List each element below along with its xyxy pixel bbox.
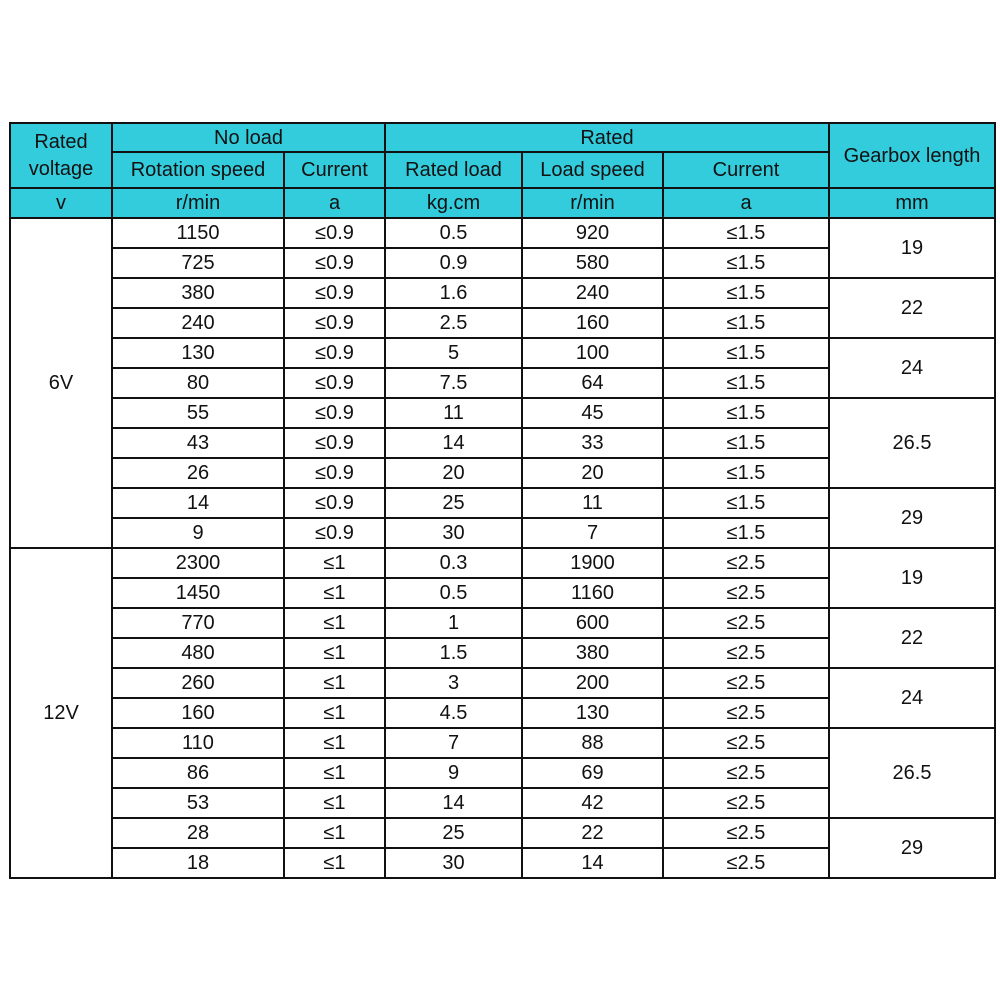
table-row <box>10 818 995 848</box>
load-speed-cell: 380 <box>522 638 663 668</box>
rotation-speed-cell: 725 <box>112 248 284 278</box>
gearbox-length-cell: 22 <box>829 608 995 668</box>
no-load-current-cell: ≤1 <box>284 728 385 758</box>
load-speed-cell: 69 <box>522 758 663 788</box>
load-speed-cell: 1900 <box>522 548 663 578</box>
rated-current-cell: ≤1.5 <box>663 428 829 458</box>
rated-load-cell: 4.5 <box>385 698 522 728</box>
header-rotation-speed: Rotation speed <box>112 152 284 188</box>
no-load-current-cell: ≤1 <box>284 698 385 728</box>
rated-voltage-cell: 6V <box>10 218 112 548</box>
load-speed-cell: 42 <box>522 788 663 818</box>
rated-load-cell: 11 <box>385 398 522 428</box>
unit-rotation-speed: r/min <box>112 188 284 218</box>
load-speed-cell: 88 <box>522 728 663 758</box>
load-speed-cell: 240 <box>522 278 663 308</box>
load-speed-cell: 22 <box>522 818 663 848</box>
header-rated-voltage: Rated voltage <box>10 123 112 188</box>
header-rated: Rated <box>385 123 829 152</box>
header-gearbox-length: Gearbox length <box>829 123 995 188</box>
no-load-current-cell: ≤0.9 <box>284 338 385 368</box>
load-speed-cell: 1160 <box>522 578 663 608</box>
rotation-speed-cell: 110 <box>112 728 284 758</box>
motor-spec-table <box>9 122 996 879</box>
table-body <box>10 218 995 878</box>
unit-rated-load: kg.cm <box>385 188 522 218</box>
rated-current-cell: ≤1.5 <box>663 368 829 398</box>
load-speed-cell: 200 <box>522 668 663 698</box>
rotation-speed-cell: 28 <box>112 818 284 848</box>
rated-current-cell: ≤2.5 <box>663 578 829 608</box>
header-rated-current: Current <box>663 152 829 188</box>
unit-load-speed: r/min <box>522 188 663 218</box>
header-rated-load: Rated load <box>385 152 522 188</box>
rated-current-cell: ≤1.5 <box>663 488 829 518</box>
unit-gearbox-length: mm <box>829 188 995 218</box>
rotation-speed-cell: 9 <box>112 518 284 548</box>
gearbox-length-cell: 24 <box>829 668 995 728</box>
no-load-current-cell: ≤0.9 <box>284 428 385 458</box>
gearbox-length-cell: 19 <box>829 548 995 608</box>
rotation-speed-cell: 43 <box>112 428 284 458</box>
load-speed-cell: 33 <box>522 428 663 458</box>
load-speed-cell: 14 <box>522 848 663 878</box>
no-load-current-cell: ≤0.9 <box>284 218 385 248</box>
rotation-speed-cell: 130 <box>112 338 284 368</box>
rated-current-cell: ≤2.5 <box>663 848 829 878</box>
unit-no-load-current: a <box>284 188 385 218</box>
rotation-speed-cell: 55 <box>112 398 284 428</box>
rated-current-cell: ≤1.5 <box>663 398 829 428</box>
table-row <box>10 338 995 368</box>
rated-load-cell: 3 <box>385 668 522 698</box>
rated-load-cell: 9 <box>385 758 522 788</box>
rotation-speed-cell: 80 <box>112 368 284 398</box>
table-row <box>10 728 995 758</box>
gearbox-length-cell: 22 <box>829 278 995 338</box>
rotation-speed-cell: 86 <box>112 758 284 788</box>
rated-load-cell: 20 <box>385 458 522 488</box>
rated-load-cell: 25 <box>385 818 522 848</box>
rated-current-cell: ≤1.5 <box>663 218 829 248</box>
rotation-speed-cell: 240 <box>112 308 284 338</box>
table-row <box>10 488 995 518</box>
rotation-speed-cell: 480 <box>112 638 284 668</box>
rated-current-cell: ≤2.5 <box>663 638 829 668</box>
rated-current-cell: ≤2.5 <box>663 818 829 848</box>
rated-load-cell: 0.5 <box>385 218 522 248</box>
rated-current-cell: ≤2.5 <box>663 548 829 578</box>
rotation-speed-cell: 160 <box>112 698 284 728</box>
rated-current-cell: ≤1.5 <box>663 338 829 368</box>
rated-voltage-cell: 12V <box>10 548 112 878</box>
rated-load-cell: 7 <box>385 728 522 758</box>
rated-current-cell: ≤1.5 <box>663 458 829 488</box>
rated-load-cell: 30 <box>385 848 522 878</box>
rated-load-cell: 7.5 <box>385 368 522 398</box>
rated-load-cell: 0.5 <box>385 578 522 608</box>
no-load-current-cell: ≤1 <box>284 548 385 578</box>
gearbox-length-cell: 29 <box>829 818 995 878</box>
rated-load-cell: 14 <box>385 788 522 818</box>
rotation-speed-cell: 14 <box>112 488 284 518</box>
rotation-speed-cell: 18 <box>112 848 284 878</box>
no-load-current-cell: ≤0.9 <box>284 518 385 548</box>
rotation-speed-cell: 53 <box>112 788 284 818</box>
no-load-current-cell: ≤0.9 <box>284 488 385 518</box>
no-load-current-cell: ≤1 <box>284 638 385 668</box>
rated-load-cell: 25 <box>385 488 522 518</box>
table-row <box>10 608 995 638</box>
rated-current-cell: ≤1.5 <box>663 308 829 338</box>
table-row <box>10 218 995 248</box>
rated-load-cell: 0.9 <box>385 248 522 278</box>
rotation-speed-cell: 1450 <box>112 578 284 608</box>
header-no-load: No load <box>112 123 385 152</box>
no-load-current-cell: ≤1 <box>284 668 385 698</box>
gearbox-length-cell: 24 <box>829 338 995 398</box>
rated-load-cell: 1.6 <box>385 278 522 308</box>
table-row <box>10 548 995 578</box>
load-speed-cell: 11 <box>522 488 663 518</box>
rotation-speed-cell: 26 <box>112 458 284 488</box>
load-speed-cell: 130 <box>522 698 663 728</box>
load-speed-cell: 580 <box>522 248 663 278</box>
no-load-current-cell: ≤0.9 <box>284 278 385 308</box>
rated-current-cell: ≤1.5 <box>663 278 829 308</box>
load-speed-cell: 100 <box>522 338 663 368</box>
rated-load-cell: 30 <box>385 518 522 548</box>
rated-current-cell: ≤2.5 <box>663 728 829 758</box>
rated-current-cell: ≤1.5 <box>663 248 829 278</box>
rated-current-cell: ≤2.5 <box>663 788 829 818</box>
rated-current-cell: ≤2.5 <box>663 668 829 698</box>
unit-voltage: v <box>10 188 112 218</box>
no-load-current-cell: ≤1 <box>284 788 385 818</box>
rotation-speed-cell: 260 <box>112 668 284 698</box>
no-load-current-cell: ≤0.9 <box>284 458 385 488</box>
rated-load-cell: 1.5 <box>385 638 522 668</box>
header-row-units <box>10 188 995 218</box>
load-speed-cell: 64 <box>522 368 663 398</box>
rated-load-cell: 14 <box>385 428 522 458</box>
gearbox-length-cell: 19 <box>829 218 995 278</box>
load-speed-cell: 45 <box>522 398 663 428</box>
rotation-speed-cell: 2300 <box>112 548 284 578</box>
no-load-current-cell: ≤1 <box>284 758 385 788</box>
no-load-current-cell: ≤1 <box>284 608 385 638</box>
rated-current-cell: ≤2.5 <box>663 758 829 788</box>
header-no-load-current: Current <box>284 152 385 188</box>
header-load-speed: Load speed <box>522 152 663 188</box>
rotation-speed-cell: 770 <box>112 608 284 638</box>
no-load-current-cell: ≤0.9 <box>284 368 385 398</box>
rated-load-cell: 1 <box>385 608 522 638</box>
table-row <box>10 398 995 428</box>
rated-current-cell: ≤2.5 <box>663 608 829 638</box>
rated-load-cell: 2.5 <box>385 308 522 338</box>
no-load-current-cell: ≤0.9 <box>284 308 385 338</box>
load-speed-cell: 600 <box>522 608 663 638</box>
load-speed-cell: 920 <box>522 218 663 248</box>
rotation-speed-cell: 380 <box>112 278 284 308</box>
no-load-current-cell: ≤0.9 <box>284 248 385 278</box>
table-row <box>10 278 995 308</box>
rotation-speed-cell: 1150 <box>112 218 284 248</box>
no-load-current-cell: ≤1 <box>284 578 385 608</box>
gearbox-length-cell: 26.5 <box>829 398 995 488</box>
load-speed-cell: 160 <box>522 308 663 338</box>
rated-current-cell: ≤2.5 <box>663 698 829 728</box>
no-load-current-cell: ≤1 <box>284 818 385 848</box>
rated-current-cell: ≤1.5 <box>663 518 829 548</box>
rated-load-cell: 0.3 <box>385 548 522 578</box>
no-load-current-cell: ≤1 <box>284 848 385 878</box>
gearbox-length-cell: 26.5 <box>829 728 995 818</box>
table-row <box>10 668 995 698</box>
load-speed-cell: 7 <box>522 518 663 548</box>
unit-rated-current: a <box>663 188 829 218</box>
gearbox-length-cell: 29 <box>829 488 995 548</box>
header-row-groups <box>10 123 995 152</box>
rated-load-cell: 5 <box>385 338 522 368</box>
no-load-current-cell: ≤0.9 <box>284 398 385 428</box>
load-speed-cell: 20 <box>522 458 663 488</box>
